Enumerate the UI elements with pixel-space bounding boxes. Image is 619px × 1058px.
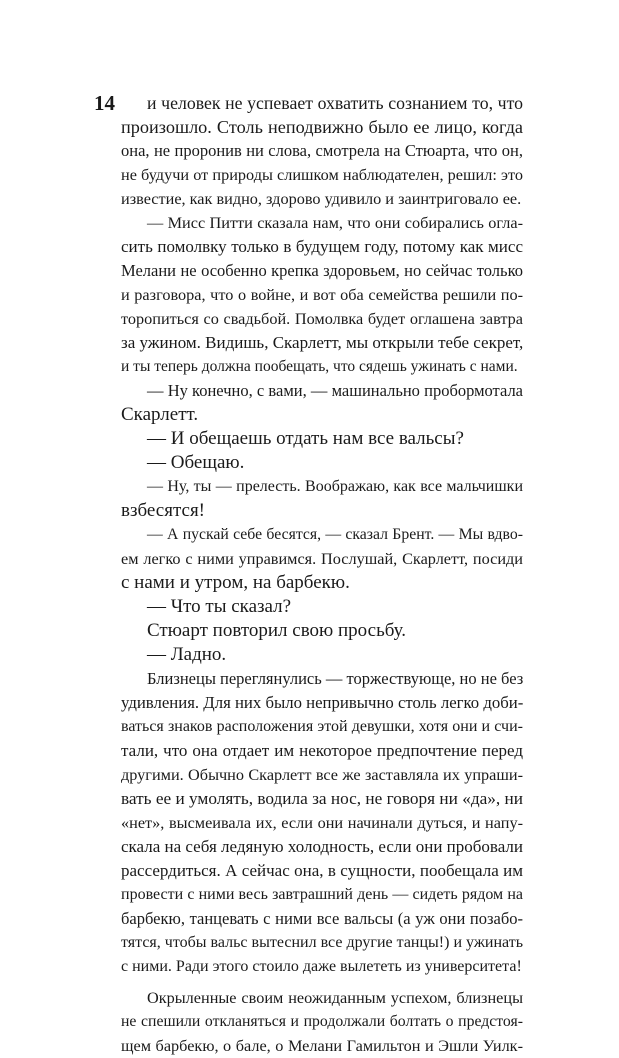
text-line: сить помолвку только в будущем году, потому как мисс bbox=[121, 237, 523, 256]
text-line: она, не проронив ни слова, смотрела на Стюарта, что он, bbox=[121, 141, 523, 160]
paragraph-gap bbox=[121, 979, 523, 986]
text-line: произошло. Столь неподвижно было ее лицо, когда bbox=[121, 117, 523, 137]
text-line: за ужином. Видишь, Скарлетт, мы открыли тебе секрет, bbox=[121, 333, 524, 352]
text-line: «нет», высмеивала их, если они начинали дуться, и напу- bbox=[121, 814, 523, 832]
text-line: другими. Обычно Скарлетт все же заставляла их упраши- bbox=[121, 766, 523, 784]
text-line: не спешили откланяться и продолжали болтать о предстоя- bbox=[121, 1013, 523, 1030]
text-line: Близнецы переглянулись — торжествующе, но не без bbox=[147, 669, 524, 688]
text-line: вать ее и умолять, водила за нос, не говоря ни «да», ни bbox=[121, 789, 523, 808]
text-line: барбекю, танцевать с ними все вальсы (а уж они позабо- bbox=[121, 909, 523, 928]
text-line: провести с ними весь завтрашний день — сидеть рядом на bbox=[121, 886, 523, 903]
text-line: скала на себя ледяную холодность, если они пробовали bbox=[121, 837, 523, 856]
text-line: щем барбекю, о бале, о Мелани Гамильтон и Эшли Уилк- bbox=[121, 1037, 523, 1055]
text-line: и ты теперь должна пообещать, что сядешь ужинать с нами. bbox=[121, 358, 518, 375]
page-number: 14 bbox=[94, 91, 115, 115]
text-line: не будучи от природы слишком наблюдателен, решил: это bbox=[121, 166, 523, 184]
text-line: известие, как видно, здорово удивило и заинтриговало ее. bbox=[121, 190, 522, 208]
text-line: — Ладно. bbox=[147, 644, 227, 665]
text-line: удивления. Для них было непривычно столь легко доби- bbox=[121, 693, 524, 712]
text-line: — Ну конечно, с вами, — машинально пробормотала bbox=[147, 381, 523, 400]
text-line: ем легко с ними управимся. Послушай, Скарлетт, посиди bbox=[121, 550, 523, 568]
text-line: Скарлетт. bbox=[121, 404, 199, 425]
text-line: — Ну, ты — прелесть. Воображаю, как все мальчишки bbox=[147, 478, 523, 495]
text-line: — А пускай себе бесятся, — сказал Брент. — Мы вдво- bbox=[147, 526, 523, 543]
text-line: тятся, чтобы вальс вытеснил все другие танцы!) и ужинать bbox=[121, 934, 523, 951]
text-line: с нами и утром, на барбекю. bbox=[121, 572, 350, 593]
text-line: Мелани не особенно крепка здоровьем, но сейчас только bbox=[121, 261, 523, 280]
text-line: Стюарт повторил свою просьбу. bbox=[147, 620, 407, 641]
text-line: Окрыленные своим неожиданным успехом, близнецы bbox=[147, 989, 523, 1007]
text-line: — И обещаешь отдать нам все вальсы? bbox=[147, 428, 464, 449]
text-line: и разговора, что о войне, и вот оба семейства решили по- bbox=[121, 286, 523, 304]
text-line: ваться знаков расположения этой девушки, хотя они и счи- bbox=[121, 718, 523, 735]
text-line: — Обещаю. bbox=[147, 452, 245, 473]
text-line: — Мисс Питти сказала нам, что они собирались огла- bbox=[147, 214, 523, 232]
text-line: — Что ты сказал? bbox=[147, 596, 292, 617]
text-line: и человек не успевает охватить сознанием то, что bbox=[147, 93, 523, 113]
text-body bbox=[121, 91, 523, 1058]
text-line: взбесятся! bbox=[121, 500, 206, 521]
text-line: тали, что она отдает им некоторое предпочтение перед bbox=[121, 741, 523, 760]
text-line: рассердиться. А сейчас она, в сущности, пообещала им bbox=[121, 861, 523, 880]
text-line: торопиться со свадьбой. Помолвка будет оглашена завтра bbox=[121, 310, 523, 328]
text-line: с ними. Ради этого стоило даже вылететь из университета! bbox=[121, 958, 522, 975]
